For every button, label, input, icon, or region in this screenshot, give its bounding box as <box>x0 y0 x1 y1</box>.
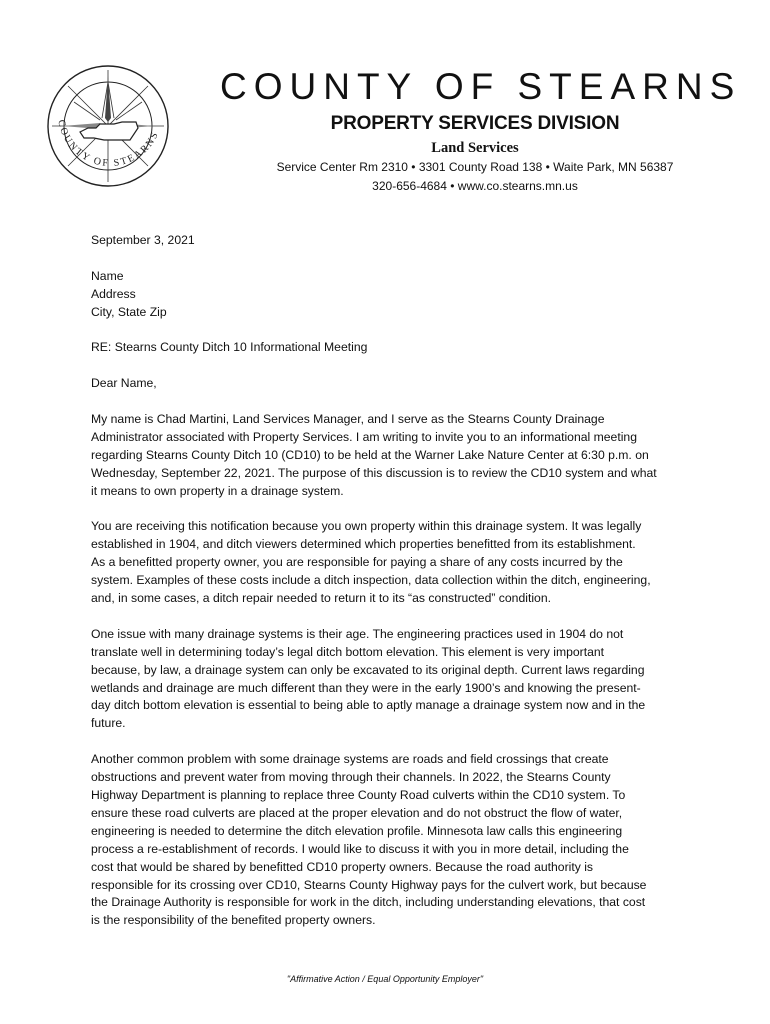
paragraph-line: translate well in determining today’s legal ditch bottom elevation. This element is very important <box>91 644 605 659</box>
county-title: COUNTY OF STEARNS <box>220 66 742 107</box>
paragraph-line: engineering is needed to determine the ditch elevation profile. Minnesota law calls this engineering <box>91 823 623 838</box>
recipient-block <box>91 268 691 322</box>
paragraph-line: cost that would be shared by benefitted CD10 property owners. Because the road authority is <box>91 859 594 874</box>
seal-graphic <box>44 62 172 190</box>
recipient-name: Name <box>91 268 124 283</box>
paragraph-line: system. Examples of these costs include a ditch inspection, data collection within the ditch, engineering, <box>91 573 651 588</box>
recipient-address: Address <box>91 286 136 301</box>
paragraph-line: regarding Stearns County Ditch 10 (CD10) to be held at the Warner Lake Nature Center at 6:30 p.m. on <box>91 447 649 462</box>
footer-eeo-statement: "Affirmative Action / Equal Opportunity Employer" <box>286 974 484 984</box>
letterhead <box>220 64 742 196</box>
letter-body <box>91 232 691 948</box>
paragraph-line: wetlands and drainage are much different than they were in the early 1900’s and knowing the present- <box>91 680 641 695</box>
paragraph-line: You are receiving this notification because you own property within this drainage system. It was legally <box>91 519 642 534</box>
paragraph-line: ensure these road culverts are placed at the proper elevation and do not obstruct the flow of water, <box>91 805 623 820</box>
paragraph-line: Highway Department is planning to replace three County Road culverts within the CD10 system. To <box>91 787 626 802</box>
seal-text: COUNTY OF STEARNS <box>55 118 162 170</box>
paragraph-line: day ditch bottom elevation is essential to being able to aptly manage a drainage system now and in the <box>91 698 646 713</box>
paragraph-line: Another common problem with some drainage systems are roads and field crossings that create <box>91 752 609 767</box>
paragraph-crossings <box>91 751 691 930</box>
paragraph-invitation <box>91 411 691 501</box>
paragraph-line: is the responsibility of the benefited property owners. <box>91 913 376 928</box>
paragraph-line: Administrator associated with Property Services. I am writing to invite you to an informational meeting <box>91 429 637 444</box>
paragraph-line: and, in some cases, a ditch repair needed to return it to its “as constructed” condition. <box>91 591 551 606</box>
paragraph-age-issue <box>91 626 691 733</box>
paragraph-notification <box>91 518 691 608</box>
subdivision-title: Land Services <box>431 140 519 156</box>
paragraph-line: the Drainage Authority is responsible for work in the ditch, including understanding elevations, that cost <box>91 895 646 910</box>
paragraph-line: process a re-establishment of records. I would like to discuss it with you in more detail, including the <box>91 841 629 856</box>
county-seal-logo <box>44 62 172 190</box>
paragraph-line: it means to own property in a drainage system. <box>91 483 344 498</box>
letter-date: September 3, 2021 <box>91 233 195 247</box>
paragraph-line: because, by law, a drainage system can only be excavated to its original depth. Current laws regarding <box>91 662 645 677</box>
office-address: Service Center Rm 2310 • 3301 County Road 138 • Waite Park, MN 56387 <box>276 160 674 174</box>
paragraph-line: established in 1904, and ditch viewers determined which properties benefitted from its establishment. <box>91 537 636 552</box>
paragraph-line: One issue with many drainage systems is their age. The engineering practices used in 1904 do not <box>91 626 624 641</box>
paragraph-line: responsible for its crossing over CD10, Stearns County Highway pays for the culvert work, but because <box>91 877 647 892</box>
subject-line: RE: Stearns County Ditch 10 Informational Meeting <box>91 340 368 355</box>
paragraph-line: My name is Chad Martini, Land Services Manager, and I serve as the Stearns County Drainage <box>91 412 605 426</box>
paragraph-line: As a benefitted property owner, you are responsible for paying a share of any costs incurred by the <box>91 555 623 570</box>
recipient-city-state-zip: City, State Zip <box>91 304 167 319</box>
salutation: Dear Name, <box>91 376 157 391</box>
paragraph-line: future. <box>91 716 126 731</box>
office-contact: 320-656-4684 • www.co.stearns.mn.us <box>372 179 578 193</box>
division-title: PROPERTY SERVICES DIVISION <box>330 113 620 134</box>
paragraph-line: Wednesday, September 22, 2021. The purpose of this discussion is to review the CD10 system and what <box>91 465 657 480</box>
paragraph-line: obstructions and prevent water from moving through their channels. In 2022, the Stearns County <box>91 770 611 785</box>
